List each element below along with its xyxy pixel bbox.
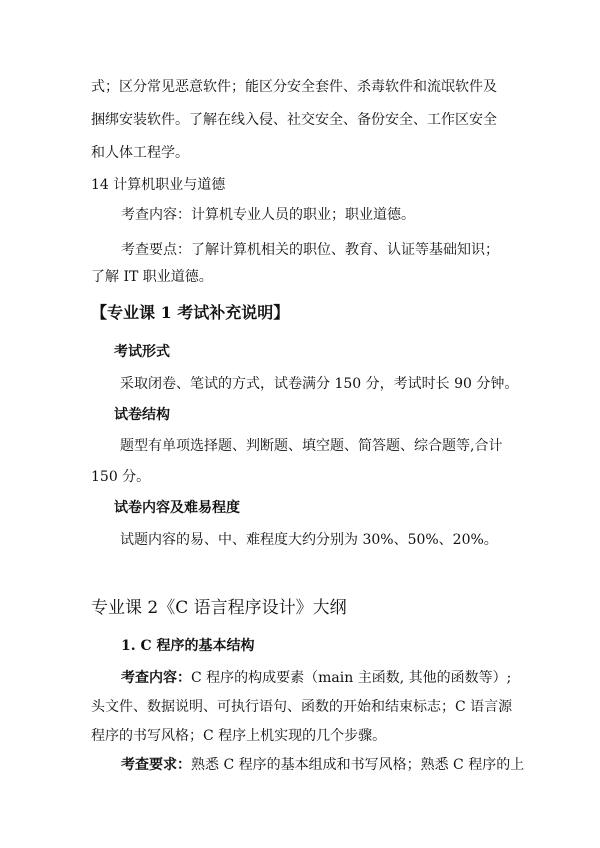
course2-content-line-2: 头文件、数据说明、可执行语句、函数的开始和结束标志；C 语言源 [91,699,513,715]
req-label: 考查要求： [121,757,191,773]
supplement-heading: 【专业课 1 考试补充说明】 [91,303,290,322]
sec14-heading: 14 计算机职业与道德 [91,177,226,193]
exam-form-text: 采取闭卷、笔试的方式，试卷满分 150 分，考试时长 90 分钟。 [120,376,519,392]
course2-title: 专业课 2《C 语言程序设计》大纲 [91,598,347,618]
exam-form-title: 考试形式 [114,344,170,360]
sec13-line-1: 式；区分常见恶意软件；能区分安全套件、杀毒软件和流氓软件及 [91,79,497,95]
exam-structure-line-1: 题型有单项选择题、判断题、填空题、简答题、综合题等,合计 [120,438,503,454]
sec13-line-2: 捆绑安装软件。了解在线入侵、社交安全、备份安全、工作区安全 [91,112,497,128]
content-label: 考查内容： [121,670,191,686]
sec14-content: 考查内容：计算机专业人员的职业；职业道德。 [121,207,415,223]
exam-structure-line-2: 150 分。 [91,469,151,485]
exam-difficulty-text: 试题内容的易、中、难程度大约分别为 30%、50%、20%。 [120,532,498,548]
sec13-line-3: 和人体工程学。 [91,145,189,161]
course2-content-line-1 [121,668,511,688]
exam-structure-title: 试卷结构 [114,407,170,423]
req-text: 熟悉 C 程序的基本组成和书写风格；熟悉 C 程序的上 [191,757,525,773]
course2-content-line-3: 程序的书写风格；C 程序上机实现的几个步骤。 [91,728,387,744]
sec14-points-line-1: 考查要点：了解计算机相关的职位、教育、认证等基础知识； [121,242,499,258]
content-text: C 程序的构成要素（main 主函数, 其他的函数等）; [191,670,512,686]
course2-item-1-title: 1. C 程序的基本结构 [121,638,255,654]
sec14-points-line-2: 了解 IT 职业道德。 [91,269,213,285]
course2-req-line-1 [121,755,524,775]
exam-difficulty-title: 试卷内容及难易程度 [114,500,240,516]
